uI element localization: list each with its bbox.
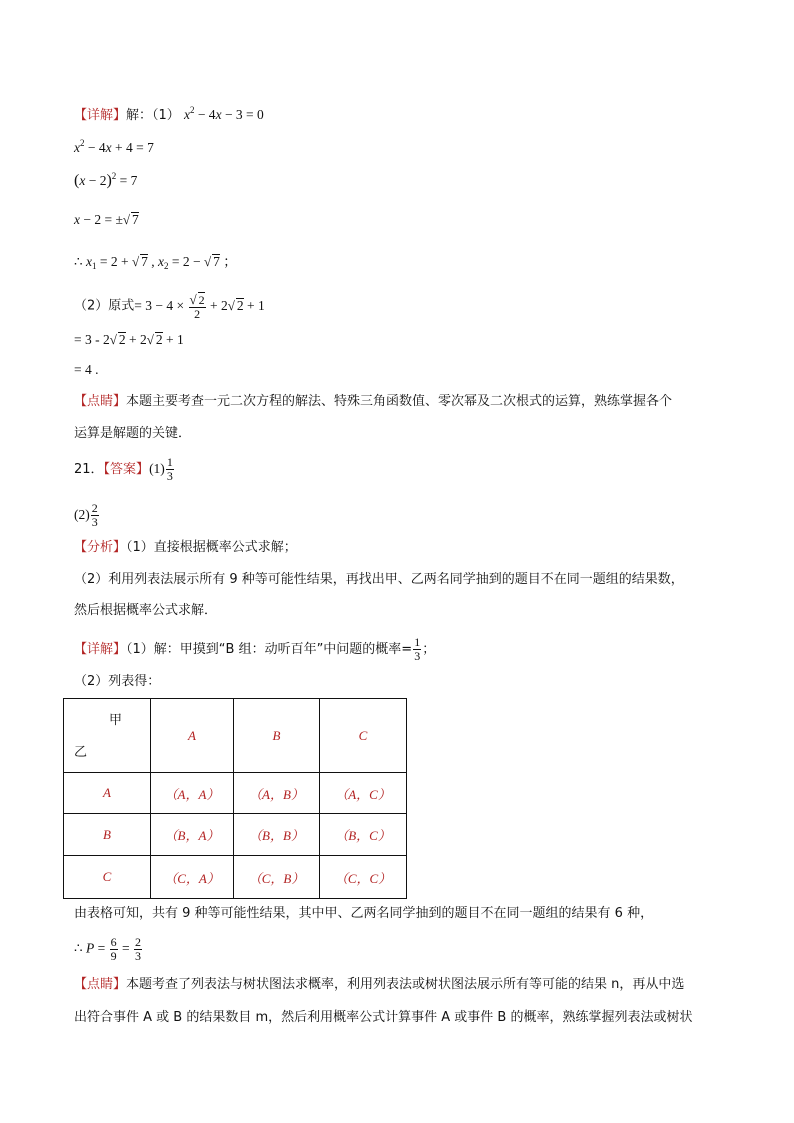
answer-label: 【答案】	[103, 462, 150, 477]
original-expression-label: （2）原式	[74, 298, 135, 314]
detail-label: 【详解】	[74, 108, 127, 123]
row-header-c: C	[64, 856, 151, 899]
table-cell: （A，C）	[320, 773, 407, 814]
col-header-c: C	[320, 699, 407, 773]
answer-1-label: (1)	[149, 461, 165, 476]
detail-2-line	[74, 636, 435, 663]
table-cell: （C，C）	[320, 856, 407, 899]
q21-answer-line	[74, 456, 175, 483]
corner-label-yi: 乙	[74, 745, 88, 760]
equation-4: x − 2 = ±√ 7	[74, 212, 139, 227]
answer-1-fraction: $\frac{1}{3}$	[166, 455, 173, 483]
table-row	[64, 773, 407, 814]
analysis-text-1: （1）直接根据概率公式求解；	[126, 540, 297, 555]
analysis-text-3: 然后根据概率公式求解．	[74, 603, 218, 618]
therefore-symbol: ∴	[74, 254, 86, 269]
detail-2-text: （1）解：甲摸到“B 组：动听百年”中问题的概率=	[126, 642, 413, 657]
question-number: 21．	[74, 462, 104, 477]
table-row	[64, 814, 407, 856]
answer-2-label: (2)	[74, 507, 90, 522]
equation-1: $x^2 - 4x - 3 = 0$	[183, 105, 264, 122]
point-2-line-1	[74, 975, 684, 995]
equation-6: （2）原式= 3 − 4 × $\frac{√ 2}{2}$ + 2√ 2 + 1	[74, 292, 265, 321]
point-2-text-1: 本题考查了列表法与树状图法求概率，利用列表法或树状图法展示所有等可能的结果 n，再从中选	[126, 977, 685, 992]
equation-7: = 3 - 2√ 2 + 2√ 2 + 1	[74, 332, 184, 347]
table-cell: （C，A）	[151, 856, 234, 899]
table-cell: （B，C）	[320, 814, 407, 856]
table-row	[64, 856, 407, 899]
point-text-2: 运算是解题的关键．	[74, 426, 192, 441]
table-header-row	[64, 699, 407, 773]
table-cell: （B，B）	[234, 814, 320, 856]
corner-label-jia: 甲	[108, 713, 122, 728]
row-header-a: A	[64, 773, 151, 814]
col-header-b: B	[234, 699, 320, 773]
point-2-label: 【点睛】	[74, 977, 127, 992]
point-label: 【点睛】	[74, 394, 127, 409]
detail-2-fraction: $\frac{1}{3}$	[414, 635, 421, 663]
detail-text-1: 解：（1）	[126, 108, 180, 123]
equation-8: = 4 .	[74, 362, 99, 377]
table-cell: （A，A）	[151, 773, 234, 814]
detail-line-1	[74, 100, 264, 126]
detail-2-label: 【详解】	[74, 642, 127, 657]
table-corner-cell	[64, 699, 151, 773]
probability-equation: ∴ P = $\frac{6}{9}$ = $\frac{2}{3}$	[74, 935, 141, 963]
list-label: （2）列表得：	[74, 674, 161, 689]
outcome-table	[63, 698, 407, 899]
analysis-line-1	[74, 538, 297, 558]
answer-2-fraction: $\frac{2}{3}$	[91, 501, 98, 529]
table-cell: （B，A）	[151, 814, 234, 856]
table-cell: （C，B）	[234, 856, 320, 899]
conclusion-text: 由表格可知，共有 9 种等可能性结果，其中甲、乙两名同学抽到的题目不在同一题组的结果有 6 种，	[74, 906, 654, 921]
detail-2-end: ；	[422, 642, 436, 657]
col-header-a: A	[151, 699, 234, 773]
row-header-b: B	[64, 814, 151, 856]
table-cell: （A，B）	[234, 773, 320, 814]
equation-2: $x^2 - 4x + 4 = 7$	[74, 138, 154, 155]
q21-answer-2-line	[74, 502, 100, 529]
point-line-1	[74, 392, 672, 412]
point-text-1: 本题主要考查一元二次方程的解法、特殊三角函数值、零次幂及二次根式的运算，熟练掌握各个	[126, 394, 673, 409]
analysis-label: 【分析】	[74, 540, 127, 555]
equation-5: ∴ $x_1 = 2$ + √ 7 , $x_2 = 2$ − √ 7 ；	[74, 254, 237, 271]
equation-3: $(x - 2)^2 = 7$	[74, 171, 138, 189]
analysis-text-2: （2）利用列表法展示所有 9 种等可能性结果，再找出甲、乙两名同学抽到的题目不在同一题组的结果数，	[74, 572, 684, 587]
semicolon: ；	[223, 254, 237, 270]
point-2-text-2: 出符合事件 A 或 B 的结果数目 m，然后利用概率公式计算事件 A 或事件 B 的概率，熟练掌握列表法或树状	[74, 1010, 693, 1025]
